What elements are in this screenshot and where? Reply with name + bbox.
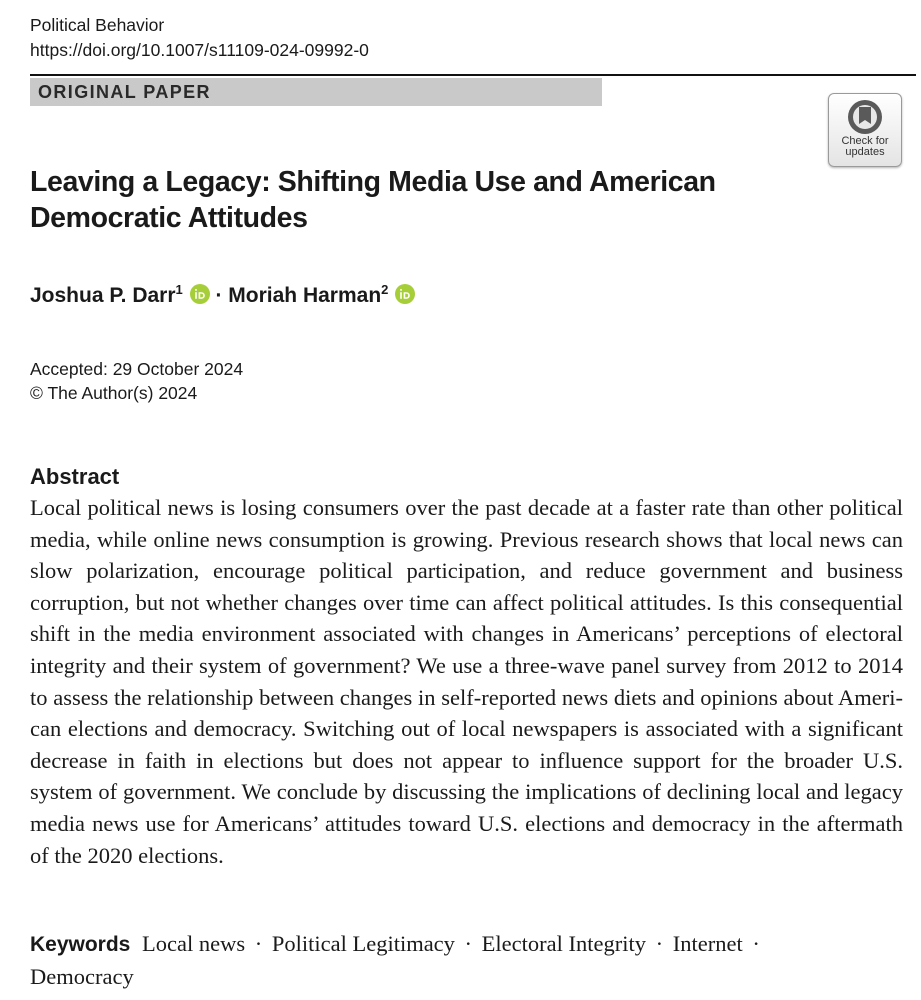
- keyword-separator: ·: [464, 931, 473, 956]
- keyword[interactable]: Democracy: [30, 963, 134, 989]
- author-list: [30, 283, 415, 309]
- keyword[interactable]: Internet: [672, 931, 743, 956]
- author-name[interactable]: Moriah Harman: [228, 284, 382, 307]
- keyword[interactable]: Local news: [142, 931, 246, 956]
- journal-name: Political Behavior: [30, 15, 165, 35]
- keyword[interactable]: Political Legitimacy: [271, 931, 455, 956]
- check-updates-label: Check for updates: [841, 135, 889, 158]
- check-updates-icon: [846, 98, 884, 136]
- abstract-body: Local political news is losing consumers over the past decade at a faster rate than other political media, while online news consumption is growing. Previous research shows that local news can slow polarization, encourage political participation, and reduce government and business corruption, but not whether changes over time can affect political attitudes. Is this consequential shift in the media environment associated with changes in Americans’ perceptions of electoral integrity and their system of government? We use a three-wave panel survey from 2012 to 2014 to assess the relationship between changes in self-reported news diets and opinions about American elections and democracy. Switching out of local newspapers is associated with a significant decrease in faith in elections but does not appear to influence support for the broader U.S. system of government. We conclude by discussing the implications of declining local and legacy media news use for Americans’ attitudes toward U.S. elections and democracy in the aftermath of the 2020 elections.: [30, 495, 903, 868]
- author-affiliation: 2: [381, 282, 389, 297]
- keyword-separator: ·: [254, 931, 263, 956]
- orcid-icon[interactable]: [395, 284, 415, 304]
- copyright-notice: © The Author(s) 2024: [30, 383, 198, 403]
- accepted-date: Accepted: 29 October 2024: [30, 359, 244, 379]
- keyword-separator: ·: [752, 931, 760, 956]
- check-for-updates-button[interactable]: [828, 93, 902, 167]
- author-name[interactable]: Joshua P. Darr: [30, 284, 176, 307]
- article-type-band: [30, 78, 602, 106]
- author-affiliation: 1: [175, 282, 183, 297]
- paper-title: Leaving a Legacy: Shifting Media Use and American Democratic Attitudes: [30, 166, 716, 234]
- keyword-separator: ·: [655, 931, 664, 956]
- doi-link[interactable]: https://doi.org/10.1007/s11109-024-09992-0: [30, 40, 369, 60]
- keywords-section: [30, 928, 903, 992]
- author-separator: ·: [215, 284, 223, 307]
- orcid-icon[interactable]: [190, 284, 210, 304]
- keyword[interactable]: Electoral Integrity: [481, 931, 646, 956]
- keywords-label: Keywords: [30, 933, 131, 956]
- abstract-heading: Abstract: [30, 464, 120, 489]
- article-type-label: ORIGINAL PAPER: [38, 82, 211, 102]
- header-rule: [30, 74, 916, 76]
